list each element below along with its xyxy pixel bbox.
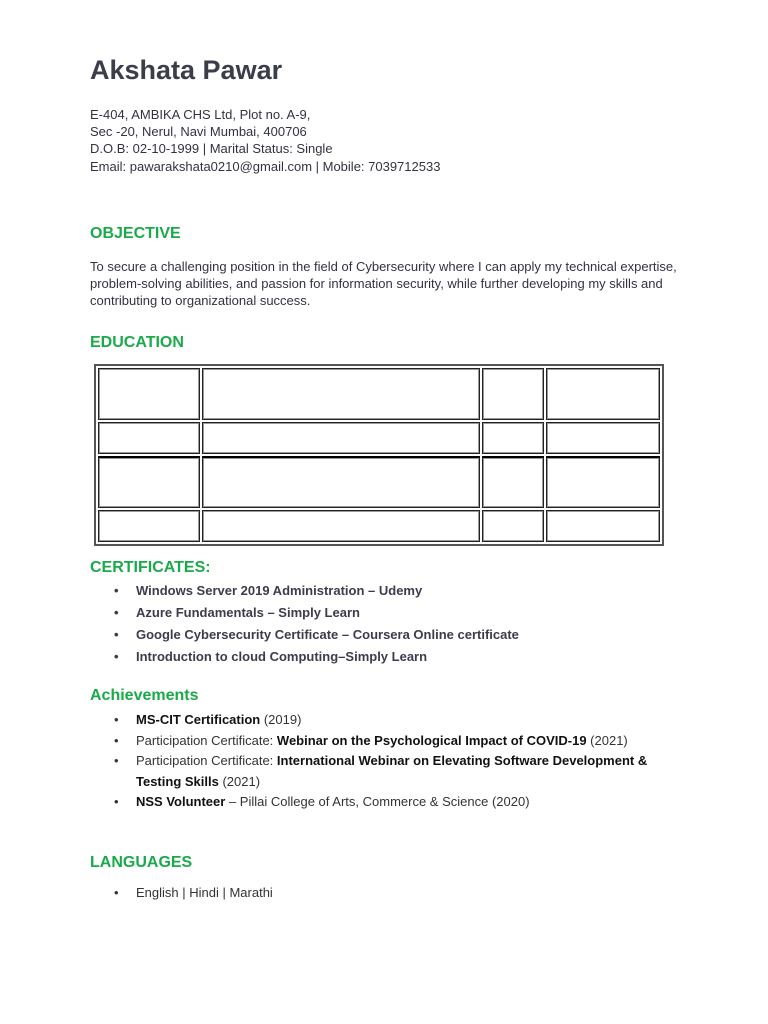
- languages-heading: LANGUAGES: [90, 854, 193, 871]
- bullet-icon: •: [114, 794, 119, 809]
- education-heading: EDUCATION: [90, 334, 184, 351]
- bullet-icon: •: [114, 627, 119, 642]
- table-row: [98, 456, 660, 508]
- list-item: • MS-CIT Certification (2019): [90, 710, 680, 731]
- list-item: • NSS Volunteer – Pillai College of Arts, Commerce & Science (2020): [90, 792, 680, 813]
- list-item: • Windows Server 2019 Administration – Udemy: [114, 583, 423, 598]
- bullet-icon: •: [114, 732, 119, 748]
- bullet-icon: •: [114, 605, 119, 620]
- certificates-list: [90, 582, 710, 670]
- address-line-1: E-404, AMBIKA CHS Ltd, Plot no. A-9,: [90, 107, 311, 122]
- table-row: [98, 368, 660, 420]
- table-row: [98, 422, 660, 454]
- candidate-name: Akshata Pawar: [90, 55, 283, 85]
- bullet-icon: •: [114, 649, 119, 664]
- certificates-heading: CERTIFICATES:: [90, 559, 211, 576]
- languages-list: [90, 883, 680, 904]
- bullet-icon: •: [114, 885, 119, 900]
- list-item: • Participation Certificate: International Webinar on Elevating Software Development & Testing Skills (2021): [114, 753, 648, 789]
- list-item: • Introduction to cloud Computing–Simply Learn: [114, 649, 428, 664]
- dob-marital-status: D.O.B: 02-10-1999 | Marital Status: Single: [90, 141, 333, 156]
- list-item: • English | Hindi | Marathi: [90, 883, 680, 904]
- bullet-icon: •: [114, 712, 119, 727]
- achievements-list: [90, 710, 680, 813]
- list-item: • Participation Certificate: Webinar on the Psychological Impact of COVID-19 (2021): [90, 731, 680, 752]
- education-table: [94, 364, 664, 546]
- achievements-heading: Achievements: [90, 687, 199, 704]
- bullet-icon: •: [114, 753, 119, 768]
- objective-text: To secure a challenging position in the field of Cybersecurity where I can apply my technical expertise, problem-solving abilities, and passion for information security, while further developing my skills and contributing to organizational success.: [90, 259, 677, 308]
- table-row: [98, 510, 660, 542]
- list-item: • Google Cybersecurity Certificate – Coursera Online certificate: [114, 627, 519, 642]
- email-mobile: Email: pawarakshata0210@gmail.com | Mobile: 7039712533: [90, 159, 441, 174]
- address-line-2: Sec -20, Nerul, Navi Mumbai, 400706: [90, 124, 307, 139]
- list-item: • Azure Fundamentals – Simply Learn: [114, 605, 360, 620]
- bullet-icon: •: [114, 583, 119, 598]
- objective-heading: OBJECTIVE: [90, 225, 181, 242]
